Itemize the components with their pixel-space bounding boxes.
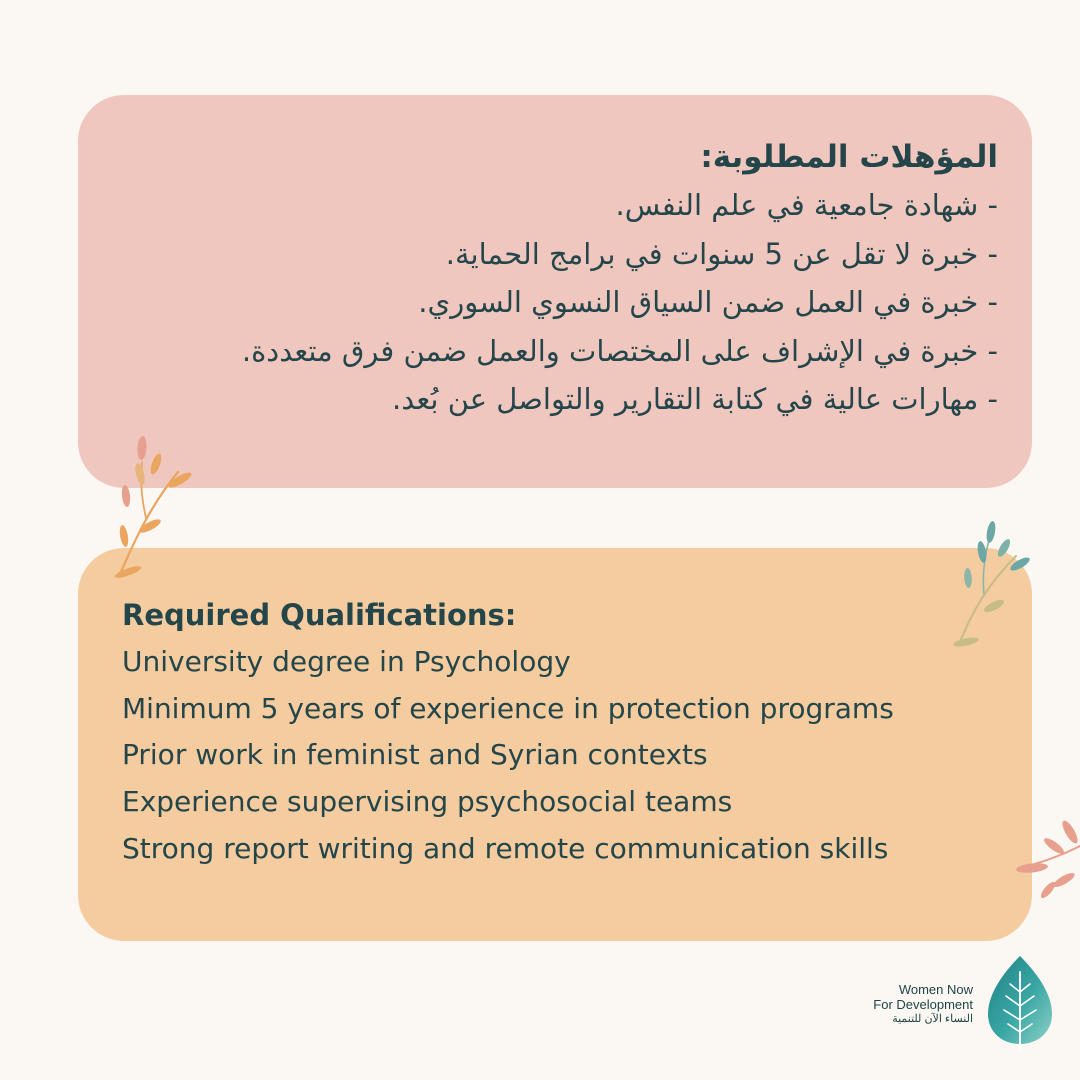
pink-sprig-icon: [1008, 816, 1080, 900]
arabic-qualification-item: - شهادة جامعية في علم النفس.: [615, 188, 998, 222]
teal-sprig-icon: [946, 514, 1036, 654]
logo-line-women-now: Women Now: [898, 982, 973, 997]
english-qualifications-card: [78, 548, 1032, 941]
leaf-logo-icon: [984, 952, 1056, 1052]
english-qualification-item: Strong report writing and remote communication skills: [122, 831, 889, 865]
orange-sprig-icon: [98, 422, 198, 590]
arabic-qualification-item: - خبرة في العمل ضمن السياق النسوي السوري.: [418, 285, 998, 319]
arabic-qualification-item: - خبرة لا تقل عن 5 سنوات في برامج الحماية.: [445, 236, 998, 271]
arabic-qualifications-list: [118, 181, 998, 424]
english-qualification-item: Experience supervising psychosocial teams: [122, 785, 733, 819]
logo-text: [873, 982, 973, 1026]
english-heading: Required Qualifications:: [122, 598, 517, 632]
arabic-qualification-item: - خبرة في الإشراف على المختصات والعمل ضمن فرق متعددة.: [241, 333, 998, 368]
english-qualification-item: Prior work in feminist and Syrian contexts: [122, 738, 708, 772]
english-qualification-item: Minimum 5 years of experience in protection programs: [122, 691, 894, 725]
english-qualifications-list: [122, 639, 992, 873]
arabic-qualifications-card: [78, 95, 1032, 488]
arabic-qualification-item: - مهارات عالية في كتابة التقارير والتواصل عن بُعد.: [391, 382, 998, 416]
organization-logo: [846, 952, 1056, 1052]
english-qualification-item: University degree in Psychology: [122, 645, 571, 678]
arabic-heading: المؤهلات المطلوبة:: [700, 139, 998, 175]
logo-line-for-development: For Development: [873, 997, 973, 1012]
logo-line-arabic: النساء الآن للتنمية: [892, 1013, 973, 1025]
